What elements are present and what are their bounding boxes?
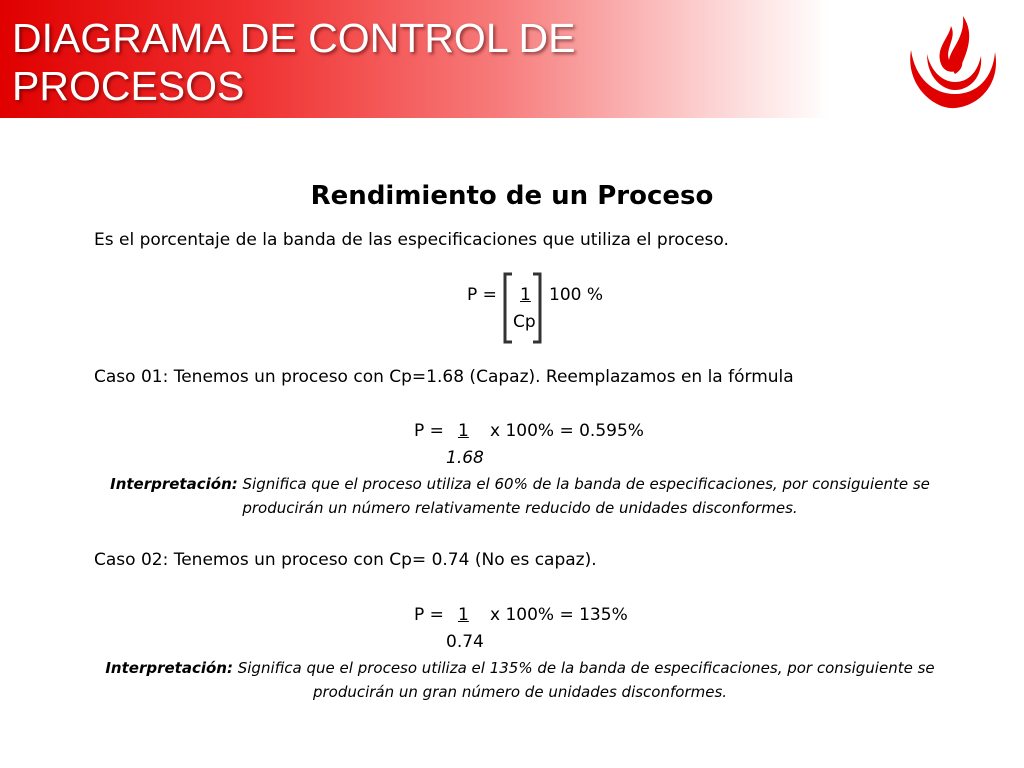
formula-lhs: P = (467, 285, 497, 305)
case1-denominator: 1.68 (446, 448, 484, 468)
right-bracket-icon (531, 272, 543, 344)
section-subtitle: Rendimiento de un Proceso (310, 181, 714, 211)
formula-denominator: Cp (513, 312, 536, 332)
case2-text: Caso 02: Tenemos un proceso con Cp= 0.74 (No es capaz). (94, 550, 597, 570)
case1-interp-label: Interpretación: (110, 475, 238, 493)
case1-interpretation (80, 472, 960, 520)
left-bracket-icon (502, 272, 514, 344)
flame-logo-icon (905, 8, 1001, 112)
case2-interpretation (80, 656, 960, 704)
title-line-1: DIAGRAMA DE CONTROL DE (12, 15, 576, 61)
case2-numerator: 1 (458, 605, 469, 625)
case2-interp-text: Significa que el proceso utiliza el 135% de la banda de especificaciones, por consiguiente se producirán un gran número de unidades disconformes. (232, 659, 935, 701)
case2-interp-label: Interpretación: (105, 659, 233, 677)
case2-lhs: P = (414, 605, 444, 625)
case2-denominator: 0.74 (446, 632, 484, 652)
title-line-2: PROCESOS (12, 63, 245, 109)
formula-factor: 100 % (549, 285, 604, 305)
case1-interp-text: Significa que el proceso utiliza el 60% de la banda de especificaciones, por consiguiente se producirán un número relativamente reducido de unidades disconformes. (237, 475, 930, 517)
formula-numerator: 1 (520, 285, 531, 305)
intro-text: Es el porcentaje de la banda de las especificaciones que utiliza el proceso. (94, 230, 729, 250)
case1-result: x 100% = 0.595% (490, 421, 644, 441)
case1-lhs: P = (414, 421, 444, 441)
page-title (12, 14, 712, 110)
case1-text: Caso 01: Tenemos un proceso con Cp=1.68 (Capaz). Reemplazamos en la fórmula (94, 367, 794, 387)
case2-result: x 100% = 135% (490, 605, 628, 625)
case1-numerator: 1 (458, 421, 469, 441)
header-banner (0, 0, 830, 118)
